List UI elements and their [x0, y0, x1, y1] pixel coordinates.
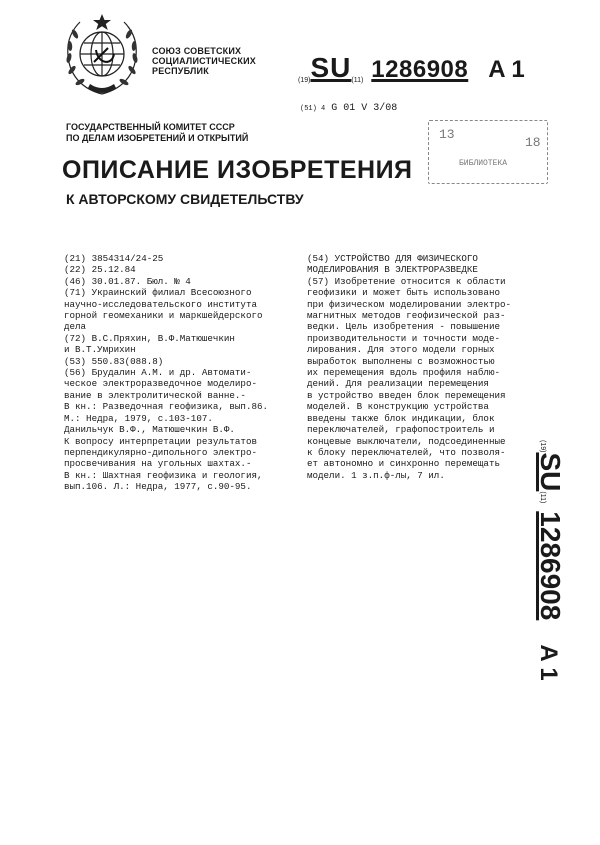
text-line: магнитных методов геофизической раз- [307, 310, 506, 322]
text-line: в устройство введен блок перемещения [307, 389, 506, 401]
union-line: РЕСПУБЛИК [152, 66, 209, 76]
text-line: дела [64, 321, 87, 333]
text-line: перпендикулярно-дипольного электро- [64, 446, 257, 458]
ipc-code: G 01 V 3/08 [331, 103, 398, 114]
document-subtitle: К АВТОРСКОМУ СВИДЕТЕЛЬСТВУ [66, 191, 304, 207]
text-line: (21) 3854314/24-25 [64, 253, 164, 264]
stamp-text: 13 [439, 127, 455, 142]
text-line: М.: Недра, 1979, с.103-107. [64, 412, 213, 424]
text-line: введены также блок индикации, блок [307, 412, 495, 424]
stamp-text: БИБЛИОТЕКА [459, 159, 508, 168]
state-emblem [58, 12, 146, 98]
ipc-tag: (51) 4 [300, 105, 326, 113]
pub-tag: (19) [298, 77, 311, 84]
text-line: (22) 25.12.84 [64, 264, 136, 276]
text-line: производительности и точности моде- [307, 332, 500, 344]
text-line: (57) Изобретение относится к области [307, 275, 506, 287]
text-line: (53) 550.83(088.8) [64, 355, 164, 367]
text-line: К вопросу интерпретации результатов [64, 435, 257, 447]
side-num-tag: (11) [539, 491, 546, 504]
text-line: В кн.: Шахтная геофизика и геология, [64, 469, 263, 481]
side-patent-number: 1286908 [535, 511, 566, 621]
text-line: (56) Брудалин А.М. и др. Автомати- [64, 367, 252, 379]
patent-number: 1286908 [371, 56, 469, 83]
text-line: ведки. Цель изобретения - повышение [307, 321, 500, 333]
text-line: геофизики и может быть использовано [307, 287, 500, 299]
bibliographic-data [64, 253, 268, 493]
text-line: просвечивания на угольных шахтах.- [64, 458, 252, 470]
text-line: (72) В.С.Пряхин, В.Ф.Матюшечкин [64, 332, 235, 344]
text-line: моделей. В конструкцию устройства [307, 401, 489, 413]
text-line: вание в электролитической ванне.- [64, 389, 246, 401]
stamp-text: 18 [525, 135, 541, 150]
kind-code: A 1 [488, 56, 525, 83]
text-line: при физическом моделировании электро- [307, 298, 511, 310]
ipc-class [300, 103, 397, 114]
union-line: СОЮЗ СОВЕТСКИХ [152, 46, 242, 56]
text-line: горной геомеханики и маркшейдерского [64, 310, 263, 322]
document-title: ОПИСАНИЕ ИЗОБРЕТЕНИЯ [62, 156, 413, 184]
library-stamp [428, 120, 548, 184]
text-line: ческое электроразведочное моделиро- [64, 378, 257, 390]
text-line: переключателей, графопостроитель и [307, 424, 495, 436]
text-line: (46) 30.01.87. Бюл. № 4 [64, 275, 191, 287]
text-line: их перемещения вдоль профиля наблю- [307, 367, 500, 379]
text-line: МОДЕЛИРОВАНИЯ В ЭЛЕКТРОРАЗВЕДКЕ [307, 264, 478, 276]
country-code: SU [310, 52, 352, 83]
committee-name [66, 122, 248, 144]
text-line: выработок выполнены с возможностью [307, 355, 495, 367]
committee-line: ПО ДЕЛАМ ИЗОБРЕТЕНИЙ И ОТКРЫТИЙ [66, 133, 249, 143]
text-line: Данильчук В.Ф., Матюшечкин В.Ф. [64, 424, 235, 436]
side-number-rotated [534, 440, 566, 681]
text-line: (71) Украинский филиал Всесоюзного [64, 287, 252, 299]
committee-line: ГОСУДАРСТВЕННЫЙ КОМИТЕТ СССР [66, 122, 235, 132]
side-publication-number [520, 440, 570, 680]
text-line: дений. Для реализации перемещения [307, 378, 489, 390]
side-pub-tag: (19) [539, 440, 546, 453]
abstract [307, 253, 511, 481]
text-line: ет автономно и синхронно перемещать [307, 458, 500, 470]
publication-number [298, 52, 525, 84]
text-line: лирования. Для этого модели горных [307, 344, 495, 356]
text-line: В кн.: Разведочная геофизика, вып.86. [64, 401, 268, 413]
text-line: и В.Т.Умрихин [64, 344, 136, 356]
text-line: (54) УСТРОЙСТВО ДЛЯ ФИЗИЧЕСКОГО [307, 253, 478, 264]
text-line: концевые выключатели, подсоединенные [307, 435, 506, 447]
text-line: к блоку переключателей, что позволя- [307, 446, 506, 458]
num-tag: (11) [351, 77, 364, 84]
side-country-code: SU [535, 452, 566, 492]
union-name [152, 46, 256, 76]
text-line: модели. 1 з.п.ф-лы, 7 ил. [307, 469, 445, 481]
text-line: вып.106. Л.: Недра, 1977, с.90-95. [64, 481, 252, 493]
text-line: научно-исследовательского института [64, 298, 257, 310]
union-line: СОЦИАЛИСТИЧЕСКИХ [152, 56, 256, 66]
side-kind-code: A 1 [535, 644, 562, 681]
